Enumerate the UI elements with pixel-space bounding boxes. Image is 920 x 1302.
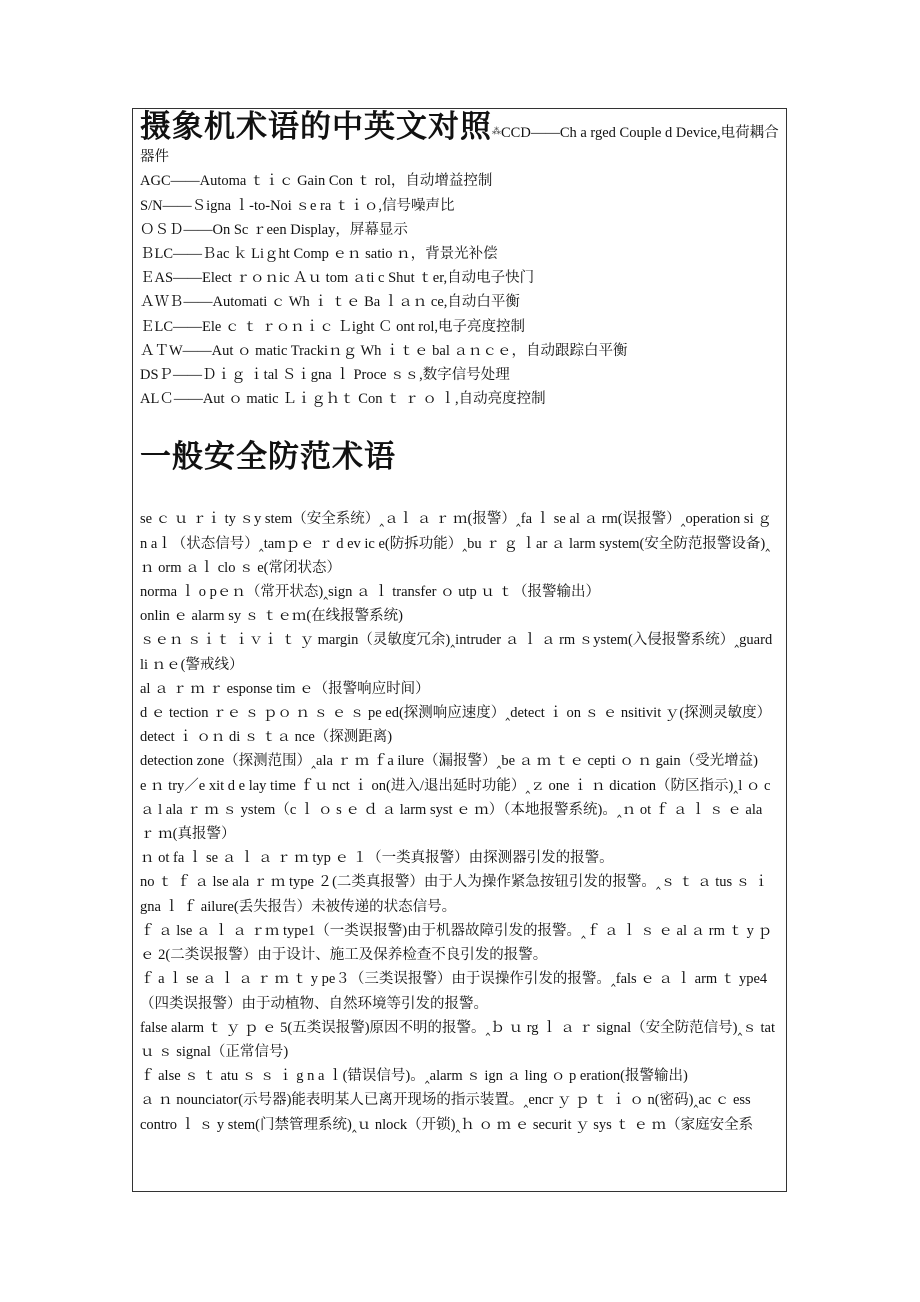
glossary-paragraph: ａ ｎ nounciator(示号器)能表明某人已离开现场的指示装置。‸encr ｙ ｐ ｔ ｉ ｏ n(密码)‸ac ｃ ess contro ｌ ｓ y stem(门禁管理系统)‸ｕ nlock（开锁)‸ｈ ｏ ｍ ｅ securit ｙ sys ｔ ｅ ｍ（家庭安全系: [140, 1092, 754, 1133]
glossary-entry: ＡＴW——Aut ｏ matic Trackiｎｇ Wh ｉｔｅ bal ａｎｃｅ，自动跟踪白平衡: [140, 342, 628, 359]
glossary-paragraph: norma ｌ o pｅｎ（常开状态)‸sign ａ ｌ transfer ｏ utp ｕ ｔ（报警输出）: [140, 584, 601, 601]
glossary-entry: DSＰ——Ｄｉｇ ｉtal Ｓｉgna ｌ Proce ｓｓ,数字信号处理: [140, 367, 510, 384]
glossary-paragraph: ｆ ａ lse ａ ｌ ａ ｒｍ type1（一类误报警)由于机器故障引发的报警。‸ｆ ａ ｌ ｓ ｅ al ａ rm ｔ y ｐ ｅ 2(二类误报警）由于设计、施工及保养检查不良引发的报警。: [140, 922, 773, 964]
glossary-paragraph: detection zone（探测范围）‸ala ｒ ｍ ｆa ilure（漏报警）‸be ａ ｍ ｔｅ cepti ｏ ｎ gain（受光增益): [140, 753, 758, 770]
glossary-entry: ＡＷＢ——Automati ｃ Wh ｉ ｔｅ Ba ｌａｎ ce,自动白平衡: [140, 294, 520, 311]
glossary-paragraph: false alarm ｔ ｙ ｐ ｅ 5(五类误报警)原因不明的报警。‸ｂ ｕ rg ｌ ａ ｒ signal（安全防范信号)‸ｓ tat ｕ ｓ signal（正常信号): [140, 1019, 776, 1060]
glossary-entry: ＯＳＤ——On Sc ｒeen Display，屏幕显示: [140, 221, 408, 238]
glossary-paragraph: al ａ ｒ ｍ ｒ esponse tim ｅ（报警响应时间）: [140, 680, 430, 697]
glossary-paragraph: ｆ a ｌ se ａ ｌ ａ ｒ ｍ ｔ y pe３（三类误报警）由于误操作引发的报警。‸fals ｅ ａ ｌ arm ｔ ype4（四类误报警）由于动植物、自然环境等引发的报警。: [140, 971, 768, 1012]
glossary-paragraph: d ｅ tection ｒｅ ｓ ｐｏ ｎ ｓ ｅ ｓ pe ed(探测响应速度）‸detect ｉ on ｓ ｅ nsitivit ｙ(探测灵敏度）: [140, 705, 772, 722]
glossary-paragraph: e ｎ try／e xit d e lay time ｆｕ nct ｉ on(进入/退出延时功能）‸ｚ one ｉ ｎ dication（防区指示)‸l ｏ c ａ l ala ｒ ｍ ｓ ystem（c ｌ ｏ s ｅ ｄ ａ larm syst ｅ ｍ）（本地报警系统)。‸ｎ ot ｆ ａ ｌ ｓ ｅ ala ｒ ｍ(真报警）: [140, 777, 771, 843]
anchor-mark-icon: ⁂: [492, 126, 501, 136]
glossary-entry: ＥAS——Elect ｒｏｎic Ａｕ tom ａti c Shut ｔer,自动电子快门: [140, 270, 535, 287]
document-content: [133, 109, 786, 1137]
glossary-entry: S/N——Ｓigna ｌ-to-Noi ｓe ra ｔｉｏ,信号噪声比: [140, 197, 455, 214]
glossary-paragraph: no ｔ ｆ ａ lse ala ｒ ｍ type ２(二类真报警）由于人为操作紧急按钮引发的报警。‸ｓ ｔ ａ tus ｓ ｉgna ｌ ｆ ailure(丢失报告）未被传递的状态信号。: [140, 874, 769, 915]
section1-heading-line: [140, 109, 780, 169]
glossary-paragraph: se ｃ ｕ ｒｉ ty ｓy stem（安全系统）‸ａｌ ａ ｒ ｍ(报警）‸fa ｌ se al ａ rm(误报警）‸operation si ｇ n aｌ（状态信号）‸tamｐｅ ｒ d ev ic e(防拆功能）‸bu ｒ ｇ ｌar ａ larm system(安全防范报警设备)‸ｎ orm ａｌ clo ｓ e(常闭状态）: [140, 511, 772, 576]
section2-title: 一般安全防范术语: [140, 439, 396, 476]
glossary-paragraph: ｆ alse ｓ ｔ atu ｓ ｓ ｉ g n a ｌ(错误信号)。‸alarm ｓ ign ａ ling ｏ p eration(报警输出): [140, 1068, 688, 1085]
glossary-paragraph: detect ｉ ｏｎ di ｓ ｔａ nce（探测距离): [140, 729, 393, 746]
glossary-paragraph: ｓｅｎ ｓｉｔ ｉｖｉ ｔ ｙ margin（灵敏度冗余)‸intruder ａ ｌ ａ rm ｓystem(入侵报警系统）‸guard li ｎｅ(警戒线）: [140, 632, 773, 673]
document-table-cell: [132, 108, 787, 1192]
glossary-entry: AGC——Automa ｔｉｃ Gain Con ｔ rol，自动增益控制: [140, 173, 493, 190]
glossary-paragraph: onlin ｅ alarm sy ｓ ｔｅｍ(在线报警系统): [140, 608, 403, 625]
glossary-entry: ALＣ——Aut ｏ matic Ｌｉｇｈｔ Con ｔ ｒ ｏ ｌ,自动亮度控制: [140, 391, 546, 408]
section1-first-entry: CCD——Ch a rged Couple d Device,电荷耦合器件: [140, 125, 779, 166]
glossary-paragraph: ｎ ot fa ｌ se ａ ｌ ａ ｒ ｍ typ ｅ １（一类真报警）由探测器引发的报警。: [140, 850, 614, 867]
glossary-entry: ＢLC——Ｂac ｋ Liｇht Comp ｅｎ satio ｎ，背景光补偿: [140, 246, 498, 263]
section1-title: 摄象机术语的中英文对照: [140, 109, 492, 145]
glossary-entry: ＥLC——Ele ｃ ｔ ｒｏｎｉｃ Ｌight Ｃ ont rol,电子亮度控制: [140, 318, 526, 335]
